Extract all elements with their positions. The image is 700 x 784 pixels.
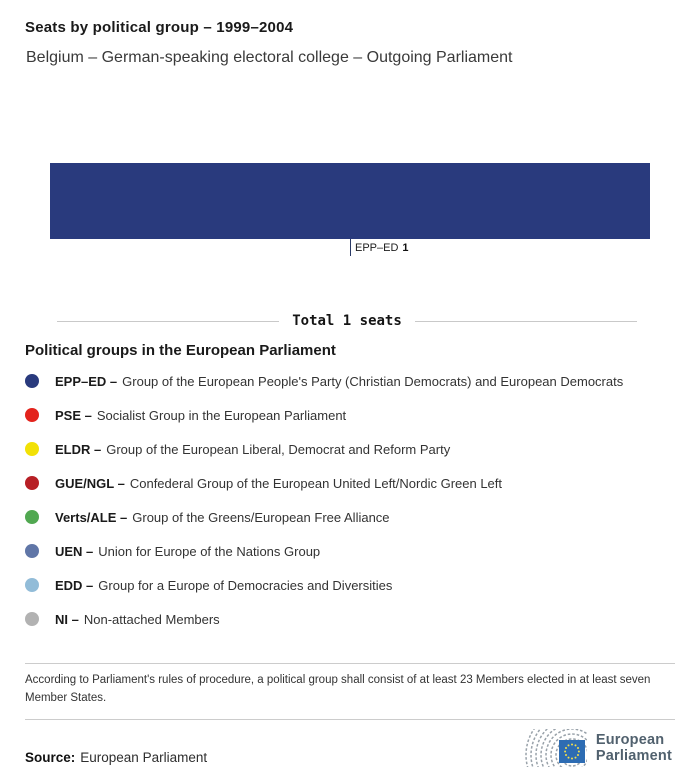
political-groups-legend [25, 374, 685, 646]
legend-item-eldr [25, 442, 685, 456]
legend-abbr: EDD – [55, 577, 94, 593]
page-title: Seats by political group – 1999–2004 [25, 19, 294, 36]
logo-line-1: European [595, 732, 665, 748]
legend-color-dot [25, 578, 39, 592]
footnote-bottom-divider [25, 719, 675, 720]
source-value: European Parliament [80, 750, 208, 765]
european-parliament-logo [525, 729, 672, 767]
eu-flag [559, 740, 585, 763]
legend-color-dot [25, 510, 39, 524]
legend-item-ni [25, 612, 685, 626]
legend-color-dot [25, 476, 39, 490]
legend-item-uen [25, 544, 685, 558]
legend-desc: Group for a Europe of Democracies and Diversities [98, 577, 393, 593]
legend-desc: Socialist Group in the European Parliament [96, 407, 347, 423]
legend-color-dot [25, 408, 39, 422]
source-line [25, 750, 207, 765]
logo-line-2: Parliament [595, 748, 672, 764]
legend-desc: Group of the European People's Party (Christian Democrats) and European Democrats [122, 373, 624, 389]
total-seats-label: Total 1 seats [292, 313, 402, 329]
bar-segment-epp-ed [50, 163, 650, 239]
legend-item-gue-ngl [25, 476, 685, 490]
legend-desc: Union for Europe of the Nations Group [98, 543, 321, 559]
legend-abbr: GUE/NGL – [55, 475, 125, 491]
legend-abbr: Verts/ALE – [55, 509, 128, 525]
bar-label-group: EPP–ED [355, 241, 399, 254]
legend-desc: Confederal Group of the European United Left/Nordic Green Left [129, 475, 503, 491]
legend-desc: Non-attached Members [83, 611, 220, 627]
source-label: Source: [25, 750, 76, 765]
legend-color-dot [25, 612, 39, 626]
total-seats-row [57, 313, 637, 329]
legend-heading: Political groups in the European Parliament [25, 342, 336, 359]
page-subtitle: Belgium – German-speaking electoral college – Outgoing Parliament [26, 49, 513, 66]
footnote-top-divider [25, 663, 675, 664]
total-right-rule [415, 321, 637, 322]
legend-desc: Group of the European Liberal, Democrat and Reform Party [106, 441, 451, 457]
total-left-rule [57, 321, 279, 322]
legend-item-pse [25, 408, 685, 422]
bar-data-label [350, 239, 409, 256]
legend-item-edd [25, 578, 685, 592]
logo-wordmark [596, 732, 672, 764]
legend-desc: Group of the Greens/European Free Alliance [132, 509, 390, 525]
bar-label-value: 1 [402, 241, 409, 254]
hemicycle-eu-flag-icon [525, 729, 587, 767]
legend-abbr: PSE – [55, 407, 92, 423]
legend-item-verts-ale [25, 510, 685, 524]
footnote-text: According to Parliament's rules of procedure, a political group shall consist of at least 23 Members elected in at least seven Member States. [25, 674, 651, 704]
legend-item-epp-ed [25, 374, 685, 388]
legend-abbr: EPP–ED – [55, 373, 118, 389]
legend-color-dot [25, 544, 39, 558]
legend-abbr: UEN – [55, 543, 94, 559]
legend-color-dot [25, 374, 39, 388]
legend-abbr: ELDR – [55, 441, 102, 457]
legend-color-dot [25, 442, 39, 456]
legend-abbr: NI – [55, 611, 79, 627]
